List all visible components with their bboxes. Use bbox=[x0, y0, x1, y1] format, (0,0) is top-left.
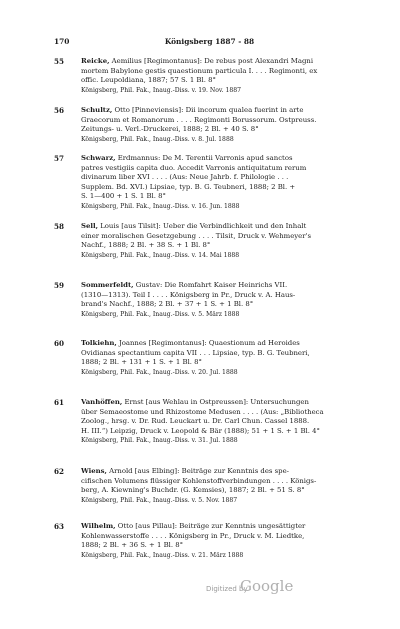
author-surname: Tolkiehn, bbox=[81, 339, 117, 347]
entry-dissertation-note bbox=[81, 202, 366, 212]
line-text: Königsberg, Phil. Fak., Inaug.-Diss. v. 5. März 1888 bbox=[81, 310, 240, 318]
line-text: Königsberg, Phil. Fak., Inaug.-Diss. v. 20. Jul. 1888 bbox=[81, 368, 238, 376]
entry-line bbox=[81, 183, 366, 193]
entry-line bbox=[81, 291, 366, 301]
entry-line bbox=[81, 300, 366, 310]
line-text: über Semaeostome und Rhizostome Medusen . . . . (Aus: „Bibliotheca bbox=[81, 407, 324, 416]
line-text: Zoolog., hrsg. v. Dr. Rud. Leuckart u. Dr. Carl Chun. Cassel 1888. bbox=[81, 417, 310, 426]
entry-number: 55 bbox=[54, 57, 65, 66]
entry-number: 60 bbox=[54, 339, 65, 348]
author-surname: Reicke, bbox=[81, 57, 110, 65]
entry-text bbox=[81, 398, 366, 446]
line-text: Erdmannus: De M. Terentii Varronis apud sanctos bbox=[115, 154, 293, 162]
author-surname: Sell, bbox=[81, 222, 98, 230]
entry-dissertation-note bbox=[81, 551, 366, 561]
entry-dissertation-note bbox=[81, 436, 366, 446]
author-surname: Wiens, bbox=[81, 467, 107, 475]
entry-line bbox=[81, 522, 366, 532]
entry-line bbox=[81, 417, 366, 427]
entry-line bbox=[81, 67, 366, 77]
entry-number: 58 bbox=[54, 222, 65, 231]
entry-line bbox=[81, 116, 366, 126]
entry-number: 59 bbox=[54, 281, 65, 290]
line-text: Supplem. Bd. XVI.) Lipsiae, typ. B. G. Teubneri, 1888; 2 Bl. + bbox=[81, 182, 296, 191]
entry-number: 61 bbox=[54, 398, 65, 407]
line-text: Kohlenwasserstoffe . . . . Königsberg in Pr., Druck v. M. Liedtke, bbox=[81, 531, 305, 540]
author-surname: Vanhöffen, bbox=[81, 398, 123, 406]
digitized-by-label: Digitized by bbox=[206, 585, 248, 593]
entry-line bbox=[81, 241, 366, 251]
line-text: Nachf., 1888; 2 Bl. + 38 S. + 1 Bl. 8° bbox=[81, 241, 211, 250]
line-text: mortem Babylone gestis quaestionum particula I. . . . Regimonti, ex bbox=[81, 66, 318, 75]
entry-number: 63 bbox=[54, 522, 65, 531]
line-text: Arnold [aus Elbing]: Beiträge zur Kenntnis des spe- bbox=[106, 467, 290, 475]
line-text: offic. Leupoldiana, 1887; 57 S. 1 Bl. 8° bbox=[81, 76, 216, 85]
entry-text bbox=[81, 57, 366, 95]
line-text: Ernst [aus Wehlau in Ostpreussen]: Untersuchungen bbox=[122, 398, 309, 406]
entry-line bbox=[81, 222, 366, 232]
entry-dissertation-note bbox=[81, 251, 366, 261]
entry-text bbox=[81, 222, 366, 260]
author-surname: Schwarz, bbox=[81, 154, 116, 162]
entry-line bbox=[81, 106, 366, 116]
entry-text bbox=[81, 106, 366, 144]
line-text: brand's Nachf., 1888; 2 Bl. + 37 + 1 S. + 1 Bl. 8° bbox=[81, 300, 254, 309]
page-number: 170 bbox=[54, 37, 70, 46]
entry-text bbox=[81, 339, 366, 377]
line-text: divinarum liber XVI . . . . (Aus: Neue Jahrb. f. Philologie . . . bbox=[81, 173, 289, 182]
line-text: Joannes [Regimontanus]: Quaestionum ad Heroides bbox=[116, 339, 300, 347]
entry-line bbox=[81, 232, 366, 242]
entry-line bbox=[81, 192, 366, 202]
entry-text bbox=[81, 522, 366, 560]
line-text: patres vestigiis capita duo. Accedit Varronis antiquitatum rerum bbox=[81, 163, 307, 172]
line-text: Königsberg, Phil. Fak., Inaug.-Diss. v. 31. Jul. 1888 bbox=[81, 437, 238, 445]
entry-line bbox=[81, 76, 366, 86]
entry-dissertation-note bbox=[81, 86, 366, 96]
entry-line bbox=[81, 532, 366, 542]
entry-line bbox=[81, 339, 366, 349]
entry-line bbox=[81, 349, 366, 359]
entry-line bbox=[81, 125, 366, 135]
line-text: berg, A. Kiewning's Buchdr. (G. Kemsies), 1887; 2 Bl. + 51 S. 8° bbox=[81, 486, 305, 495]
line-text: Königsberg, Phil. Fak., Inaug.-Diss. v. 19. Nov. 1887 bbox=[81, 86, 241, 94]
line-text: Aemilius [Regimontanus]: De rebus post Alexandri Magni bbox=[109, 57, 314, 65]
line-text: Königsberg, Phil. Fak., Inaug.-Diss. v. 8. Jul. 1888 bbox=[81, 135, 234, 143]
entry-line bbox=[81, 477, 366, 487]
entry-line bbox=[81, 467, 366, 477]
line-text: Otto [aus Pillau]: Beiträge zur Kenntnis ungesättigter bbox=[115, 522, 306, 530]
google-watermark bbox=[206, 577, 298, 599]
entry-text bbox=[81, 281, 366, 319]
line-text: 1888; 2 Bl. + 131 + 1 S. + 1 Bl. 8° bbox=[81, 358, 202, 367]
line-text: Graecorum et Romanorum . . . . Regimonti Borussorum. Ostpreuss. bbox=[81, 115, 317, 124]
line-text: Königsberg, Phil. Fak., Inaug.-Diss. v. 14. Mai 1888 bbox=[81, 251, 240, 259]
entry-line bbox=[81, 408, 366, 418]
line-text: cifischen Volumens flüssiger Kohlenstoffverbindungen . . . . Königs- bbox=[81, 476, 317, 485]
entry-line bbox=[81, 358, 366, 368]
author-surname: Wilhelm, bbox=[81, 522, 116, 530]
author-surname: Sommerfeldt, bbox=[81, 281, 134, 289]
google-logo: Google bbox=[240, 577, 294, 595]
author-surname: Schultz, bbox=[81, 106, 113, 114]
line-text: Otto [Pinneviensis]: Dii incorum qualea fuerint in arte bbox=[112, 106, 304, 114]
page-header bbox=[54, 37, 365, 49]
line-text: 1888; 2 Bl. + 36 S. + 1 Bl. 8° bbox=[81, 541, 184, 550]
entry-dissertation-note bbox=[81, 368, 366, 378]
running-title: Königsberg 1887 - 88 bbox=[164, 37, 255, 46]
entry-line bbox=[81, 164, 366, 174]
entry-line bbox=[81, 154, 366, 164]
line-text: einer moralischen Gesetzgebung . . . . Tilsit, Druck v. Wehmeyer's bbox=[81, 231, 311, 240]
entry-dissertation-note bbox=[81, 496, 366, 506]
line-text: Louis [aus Tilsit]: Ueber die Verbindlichkeit und den Inhalt bbox=[98, 222, 307, 230]
entry-line bbox=[81, 173, 366, 183]
entry-line bbox=[81, 427, 366, 437]
entry-line bbox=[81, 281, 366, 291]
entry-number: 57 bbox=[54, 154, 65, 163]
line-text: Königsberg, Phil. Fak., Inaug.-Diss. v. 16. Jun. 1888 bbox=[81, 202, 240, 210]
entry-text bbox=[81, 154, 366, 212]
entry-line bbox=[81, 398, 366, 408]
line-text: H. III.“) Leipzig, Druck v. Leopold & Bär (1888); 51 + 1 S. + 1 Bl. 4° bbox=[81, 426, 320, 435]
line-text: (1310—1313). Teil I . . . . Königsberg in Pr., Druck v. A. Haus- bbox=[81, 290, 296, 299]
line-text: Gustav: Die Romfahrt Kaiser Heinrichs VII. bbox=[133, 281, 288, 289]
line-text: Königsberg, Phil. Fak., Inaug.-Diss. v. 21. März 1888 bbox=[81, 551, 244, 559]
entry-number: 62 bbox=[54, 467, 65, 476]
line-text: Ovidianas spectantium capita VII . . . Lipsiae, typ. B. G. Teubneri, bbox=[81, 348, 310, 357]
line-text: S. 1—400 + 1 S. 1 Bl. 8° bbox=[81, 192, 166, 201]
entry-dissertation-note bbox=[81, 135, 366, 145]
entry-dissertation-note bbox=[81, 310, 366, 320]
entry-line bbox=[81, 486, 366, 496]
entry-text bbox=[81, 467, 366, 505]
entry-number: 56 bbox=[54, 106, 65, 115]
entry-line bbox=[81, 541, 366, 551]
entry-line bbox=[81, 57, 366, 67]
line-text: Königsberg, Phil. Fak., Inaug.-Diss. v. 5. Nov. 1887 bbox=[81, 496, 238, 504]
line-text: Zeitungs- u. Verl.-Druckerei, 1888; 2 Bl. + 40 S. 8° bbox=[81, 125, 259, 134]
